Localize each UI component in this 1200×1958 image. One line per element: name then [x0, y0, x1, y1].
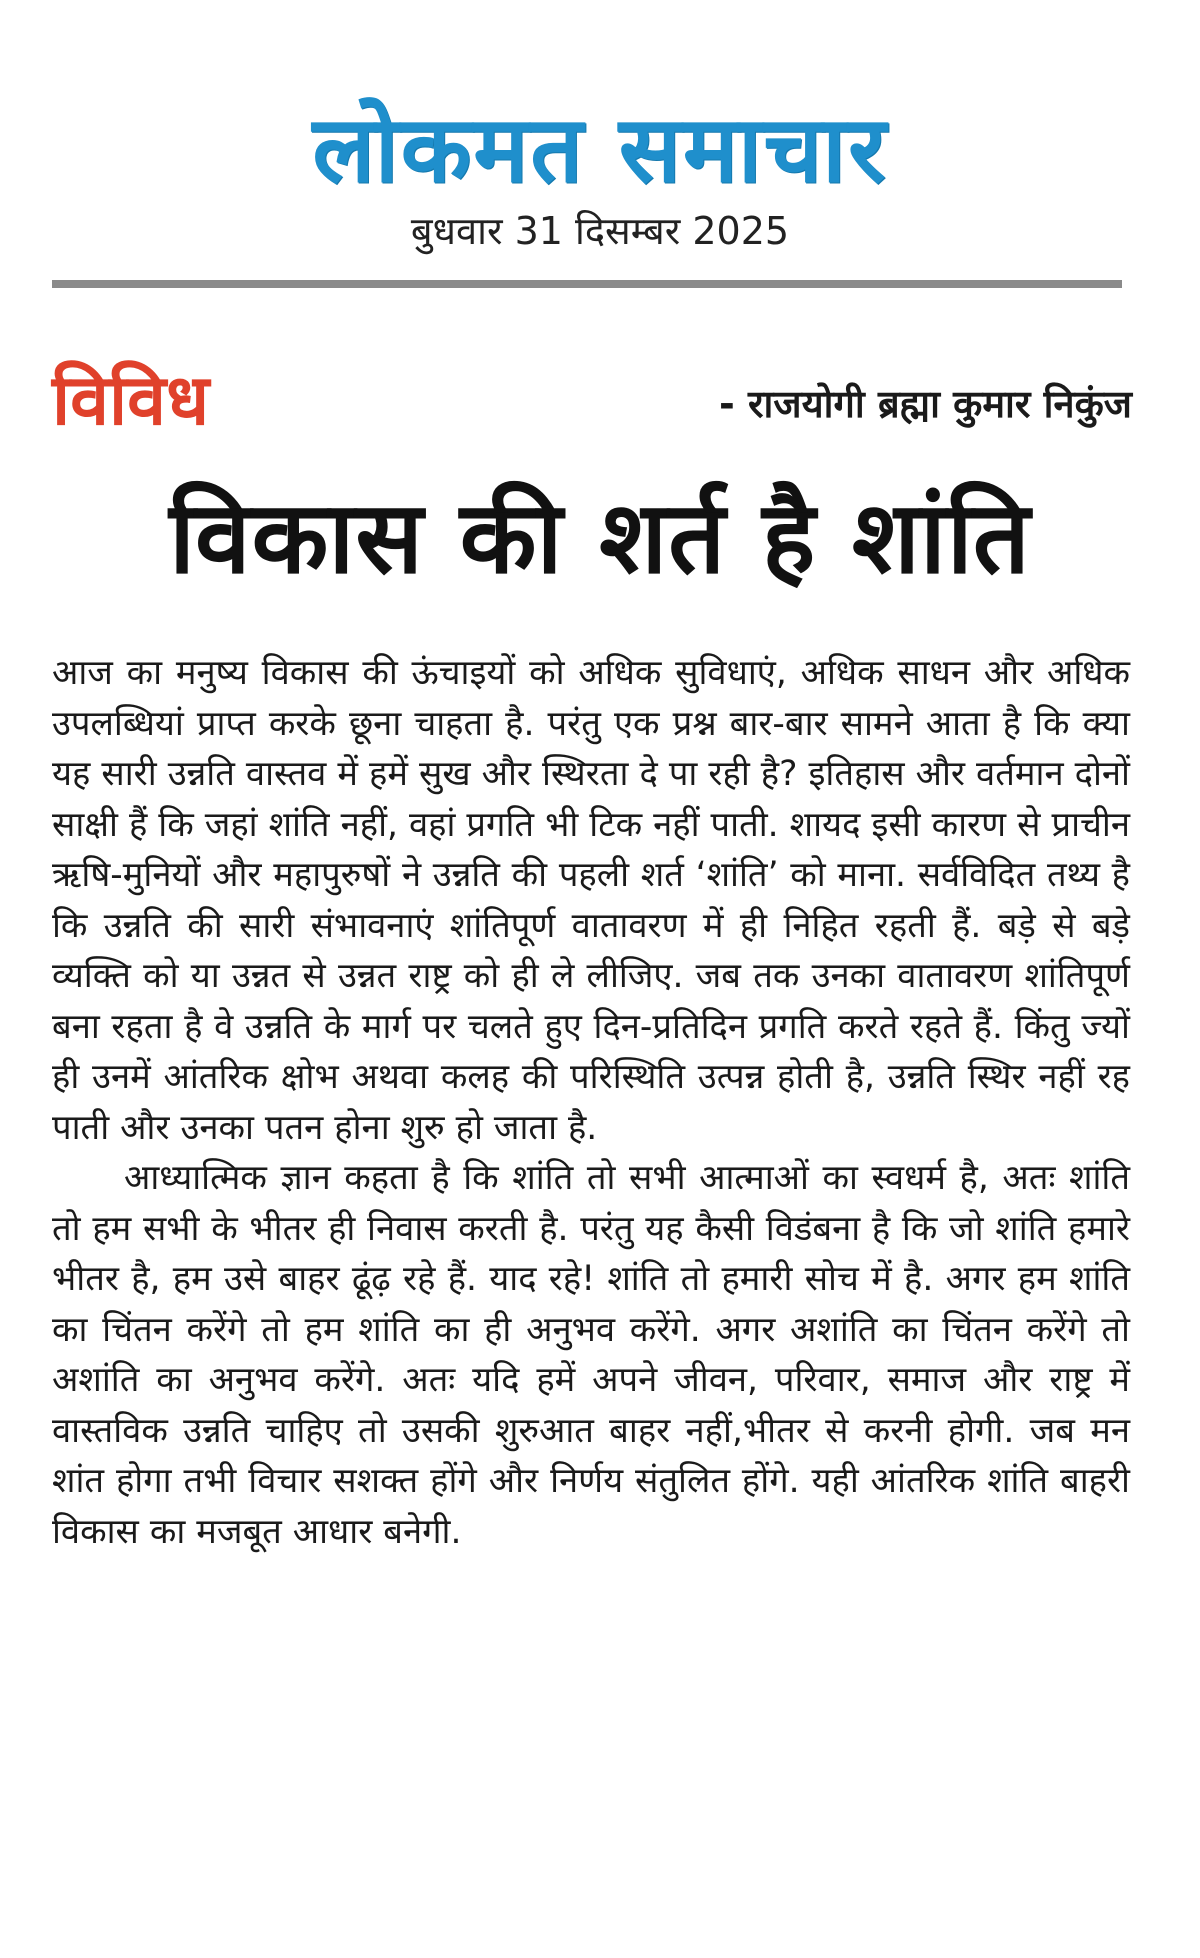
article-headline: विकास की शर्त है शांति — [169, 479, 1031, 596]
article-paragraph-1: आज का मनुष्य विकास की ऊंचाइयों को अधिक सुविधाएं, अधिक साधन और अधिक उपलब्धियां प्राप्त करके छूना चाहता है. परंतु एक प्रश्न बार-बार सामने आता है कि क्या यह सारी उन्नति वास्तव में हमें सुख और स्थिरता दे पा रही है? इतिहास और वर्तमान दोनों साक्षी हैं कि जहां शांति नहीं, वहां प्रगति भी टिक नहीं पाती. शायद इसी कारण से प्राचीन ऋषि-मुनियों और महापुरुषों ने उन्नति की पहली शर्त ‘शांति’ को माना. सर्वविदित तथ्य है कि उन्नति की सारी संभावनाएं शांतिपूर्ण वातावरण में ही निहित रहती हैं. बड़े से बड़े व्यक्ति को या उन्नत से उन्नत राष्ट्र को ही ले लीजिए. जब तक उनका वातावरण शांतिपूर्ण बना रहता है वे उन्नति के मार्ग पर चलते हुए दिन-प्रतिदिन प्रगति करते रहते हैं. किंतु ज्यों ही उनमें आंतरिक क्षोभ अथवा कलह की परिस्थिति उत्पन्न होती है, उन्नति स्थिर नहीं रह पाती और उनका पतन होना शुरु हो जाता है. — [52, 653, 1130, 1148]
article-body — [52, 648, 1130, 1557]
newspaper-name: लोकमत समाचार — [312, 96, 888, 203]
section-label: विविध — [52, 359, 210, 441]
author-byline: - राजयोगी ब्रह्मा कुमार निकुंज — [719, 382, 1132, 426]
masthead-divider — [52, 280, 1122, 288]
masthead — [0, 95, 1200, 205]
publication-date: बुधवार 31 दिसम्बर 2025 — [410, 209, 790, 253]
article-paragraph-2: आध्यात्मिक ज्ञान कहता है कि शांति तो सभी आत्माओं का स्वधर्म है, अतः शांति तो हम सभी के भीतर ही निवास करती है. परंतु यह कैसी विडंबना है कि जो शांति हमारे भीतर है, हम उसे बाहर ढूंढ़ रहे हैं. याद रहे! शांति तो हमारी सोच में है. अगर हम शांति का चिंतन करेंगे तो हम शांति का ही अनुभव करेंगे. अगर अशांति का चिंतन करेंगे तो अशांति का अनुभव करेंगे. अतः यदि हमें अपने जीवन, परिवार, समाज और राष्ट्र में वास्तविक उन्नति चाहिए तो उसकी शुरुआत बाहर नहीं,भीतर से करनी होगी. जब मन शांत होगा तभी विचार सशक्त होंगे और निर्णय संतुलित होंगे. यही आंतरिक शांति बाहरी विकास का मजबूत आधार बनेगी. — [52, 1158, 1130, 1552]
